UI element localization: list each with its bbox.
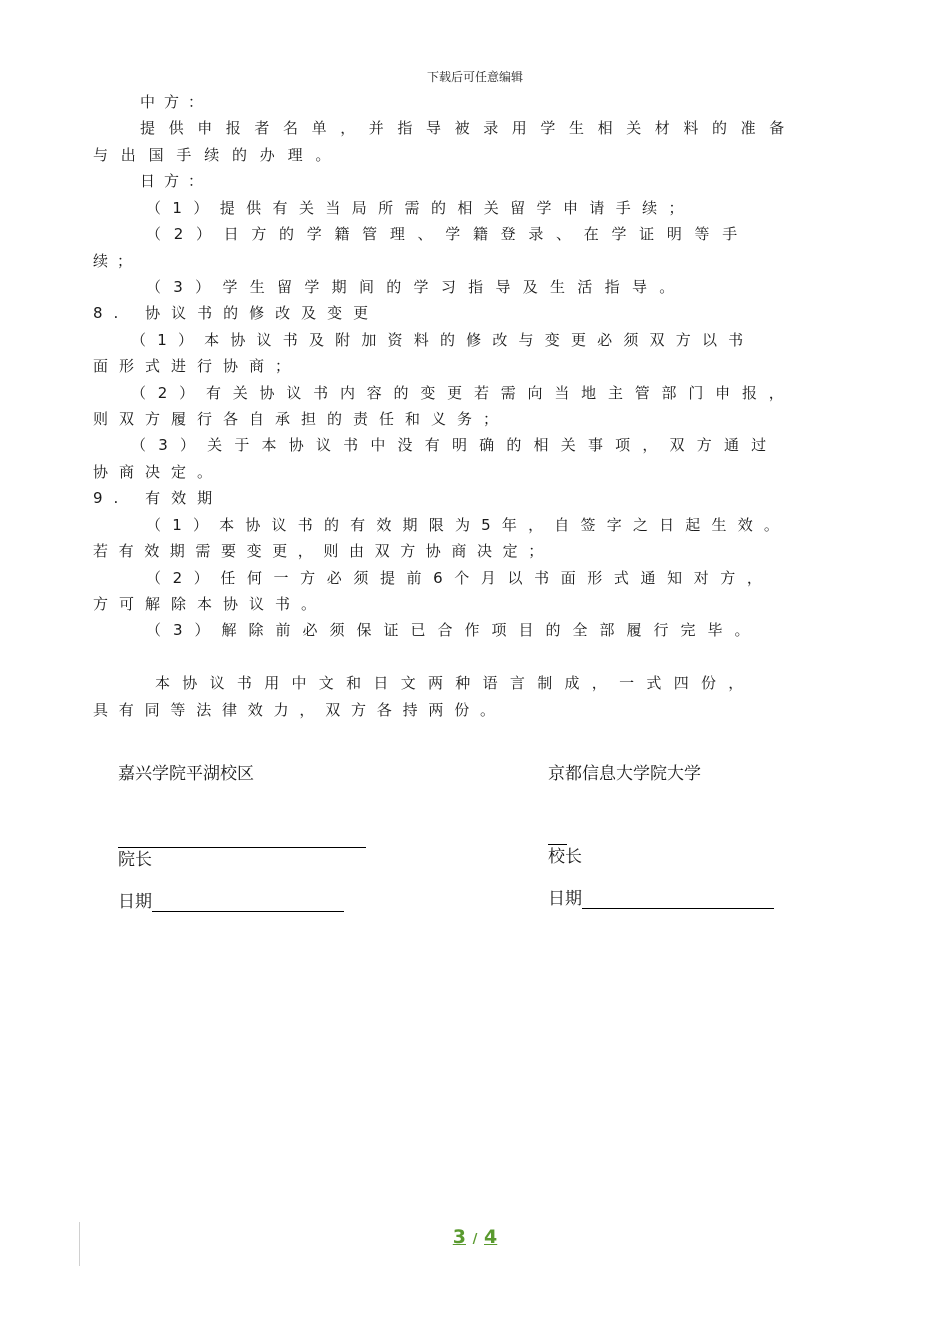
body-line: 具有同等法律效力，双方各持两份。 xyxy=(93,701,506,719)
body-line: 若有效期需要变更，则由双方协商决定； xyxy=(93,542,554,560)
page-header: 下载后可任意编辑 xyxy=(426,70,523,84)
right-date-row xyxy=(548,884,774,909)
left-date-row xyxy=(118,887,344,912)
body-line: 续； xyxy=(93,252,142,270)
section-heading: 9. 有效期 xyxy=(93,489,224,507)
page-number xyxy=(0,1226,950,1248)
body-line: （3）关于本协议书中没有明确的相关事项，双方通过 xyxy=(131,436,779,454)
left-signature-line xyxy=(118,847,366,848)
left-signatory-title: 院长 xyxy=(118,850,152,870)
body-line: 与出国手续的办理。 xyxy=(93,146,344,164)
body-line: 方可解除本协议书。 xyxy=(93,595,328,613)
body-line: （2）日方的学籍管理、学籍登录、在学证明等手 xyxy=(146,225,750,243)
right-institution-name: 京都信息大学院大学 xyxy=(548,764,701,784)
left-date-blank xyxy=(152,893,344,912)
body-line: 日方： xyxy=(140,172,213,190)
section-heading: 8. 协议书的修改及变更 xyxy=(93,304,380,322)
body-line: 协商决定。 xyxy=(93,463,224,481)
body-line: （3）学生留学期间的学习指导及生活指导。 xyxy=(146,278,687,296)
body-line: 本协议书用中文和日文两种语言制成，一式四份， xyxy=(155,674,756,692)
body-line: （2）任何一方必须提前6个月以书面形式通知对方， xyxy=(146,569,774,587)
body-line: （2）有关协议书内容的变更若需向当地主管部门申报， xyxy=(131,384,796,402)
current-page-number: 3 xyxy=(452,1226,466,1248)
body-line: （1）提供有关当局所需的相关留学申请手续； xyxy=(146,199,695,217)
page-separator: / xyxy=(472,1232,478,1247)
body-line: （1）本协议书及附加资料的修改与变更必须双方以书 xyxy=(131,331,755,349)
body-line: 则双方履行各自承担的责任和义务； xyxy=(93,410,510,428)
body-line: 提供申报者名单，并指导被录用学生相关材料的准备 xyxy=(140,119,798,137)
body-line: （3）解除前必须保证已合作项目的全部履行完毕。 xyxy=(146,621,762,639)
right-date-label: 日期 xyxy=(548,889,582,909)
left-institution-name: 嘉兴学院平湖校区 xyxy=(118,764,254,784)
right-signatory-title: 校长 xyxy=(548,847,582,867)
right-signature-line xyxy=(548,844,567,845)
right-date-blank xyxy=(582,890,774,909)
body-line: 面形式进行协商； xyxy=(93,357,302,375)
total-page-number: 4 xyxy=(484,1226,498,1248)
body-line: （1）本协议书的有效期限为5年，自签字之日起生效。 xyxy=(146,516,791,534)
body-line: 中方： xyxy=(140,93,213,111)
left-date-label: 日期 xyxy=(118,892,152,912)
